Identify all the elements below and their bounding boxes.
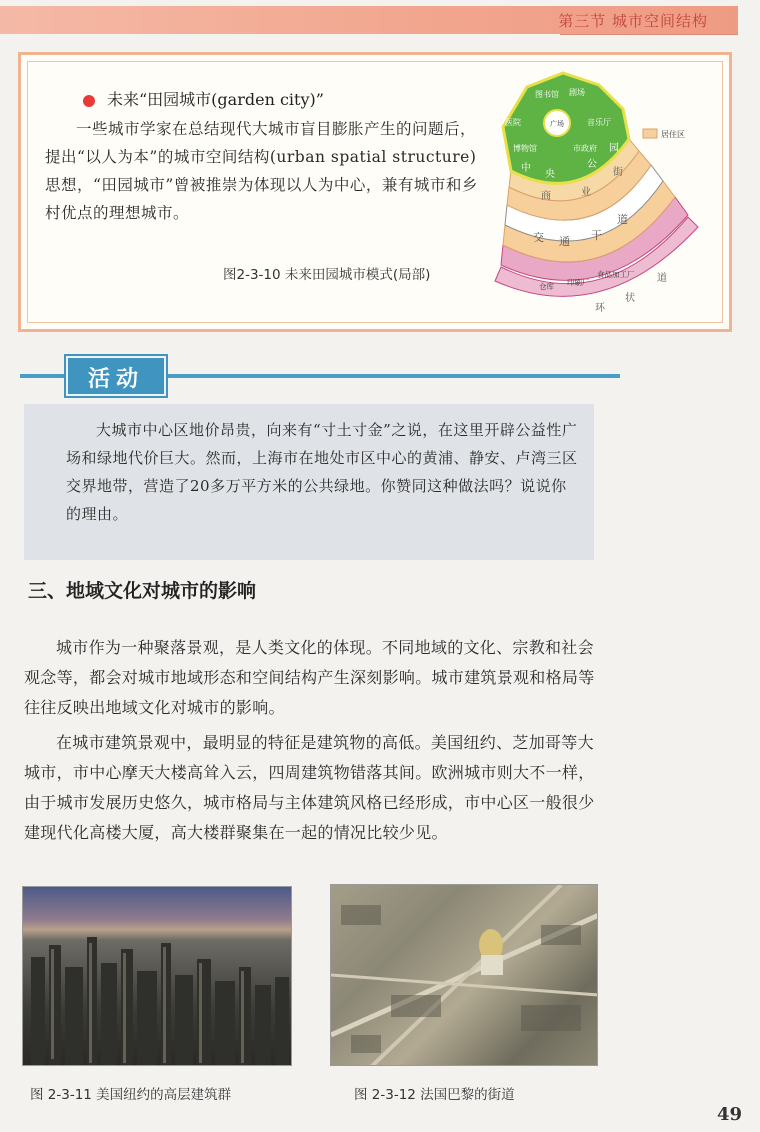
activity-tag bbox=[66, 356, 166, 396]
city-hall-label: 市政府 bbox=[573, 144, 597, 153]
library-label: 图书馆 bbox=[535, 90, 559, 99]
garden-city-heading: 未来“田园城市(garden city)” bbox=[107, 90, 324, 109]
business-street-char-1: 商 bbox=[541, 191, 551, 202]
red-bullet-icon bbox=[83, 95, 95, 107]
body-paragraph-1: 城市作为一种聚落景观，是人类文化的体现。不同地域的文化、宗教和社会观念等，都会对城市地域形态和空间结构产生深刻影响。城市建筑景观和格局等往往反映出地域文化对城市的影响。 bbox=[24, 638, 595, 717]
legend-residential-swatch bbox=[643, 129, 657, 138]
central-park-char-2: 央 bbox=[545, 169, 555, 180]
central-park-char-1: 中 bbox=[521, 163, 531, 174]
ring-road-char-2: 状 bbox=[625, 293, 635, 304]
new-york-caption: 图 2-3-11 美国纽约的高层建筑群 bbox=[30, 1087, 232, 1103]
garden-city-diagram bbox=[483, 67, 715, 317]
body-paragraph-2: 在城市建筑景观中，最明显的特征是建筑物的高低。美国纽约、芝加哥等大城市，市中心摩天大楼高耸入云，四周建筑物错落其间。欧洲城市则大不一样，由于城市发展历史悠久，城市格局与主体建筑风格已经形成，市中心区一般很少建现代化高楼大厦，高大楼群聚集在一起的情况比较少见。 bbox=[24, 733, 595, 842]
activity-text: 大城市中心区地价昂贵，向来有“寸土寸金”之说，在这里开辟公益性广场和绿地代价巨大。然而，上海市在地处市区中心的黄浦、静安、卢湾三区交界地带，营造了20多万平方米的公共绿地。你赞同这种做法吗？说说你的理由。 bbox=[66, 421, 578, 523]
new-york-buildings-graphic bbox=[23, 887, 292, 1066]
chapter-title: 第三节 城市空间结构 bbox=[558, 12, 708, 30]
paris-aerial-graphic bbox=[331, 885, 598, 1066]
warehouse-label: 仓库 bbox=[539, 282, 554, 291]
activity-box bbox=[24, 404, 594, 560]
page-number: 49 bbox=[716, 1104, 742, 1125]
theater-label: 剧场 bbox=[569, 88, 585, 97]
traffic-char-1: 交 bbox=[533, 231, 544, 244]
header-divider bbox=[560, 34, 738, 35]
activity-tag-label: 活动 bbox=[87, 367, 144, 392]
food-factory-label: 食品加工厂 bbox=[597, 270, 635, 279]
traffic-char-4: 道 bbox=[617, 213, 628, 226]
ring-road-char-3: 道 bbox=[657, 273, 667, 284]
business-street-char-2: 业 bbox=[581, 187, 591, 198]
section-heading: 三、地域文化对城市的影响 bbox=[28, 580, 257, 602]
concert-hall-label: 音乐厅 bbox=[587, 118, 611, 127]
central-park-char-4: 园 bbox=[609, 143, 619, 154]
hospital-label: 医院 bbox=[505, 118, 521, 127]
new-york-skyline-photo bbox=[22, 886, 292, 1066]
traffic-char-3: 干 bbox=[591, 229, 602, 242]
garden-city-caption: 图2-3-10 未来田园城市模式(局部) bbox=[223, 267, 431, 283]
garden-city-text: 一些城市学家在总结现代大城市盲目膨胀产生的问题后，提出“以人为本”的城市空间结构(urban spatial structure)思想，“田园城市”曾被推崇为体现以人为中心，兼有城市和乡村优点的理想城市。 bbox=[45, 120, 478, 222]
paris-streets-photo bbox=[330, 884, 598, 1066]
business-street-char-3: 街 bbox=[613, 167, 623, 178]
museum-label: 博物馆 bbox=[513, 144, 537, 153]
legend-residential-label: 居住区 bbox=[661, 130, 685, 139]
page-header bbox=[0, 6, 738, 34]
traffic-char-2: 通 bbox=[559, 235, 570, 248]
printing-factory-label: 印刷厂 bbox=[567, 278, 590, 287]
central-plaza-label: 广场 bbox=[550, 120, 564, 128]
paris-caption: 图 2-3-12 法国巴黎的街道 bbox=[354, 1087, 515, 1103]
garden-city-box bbox=[18, 52, 732, 332]
central-park-char-3: 公 bbox=[587, 159, 597, 170]
ring-road-char-1: 环 bbox=[595, 303, 605, 314]
